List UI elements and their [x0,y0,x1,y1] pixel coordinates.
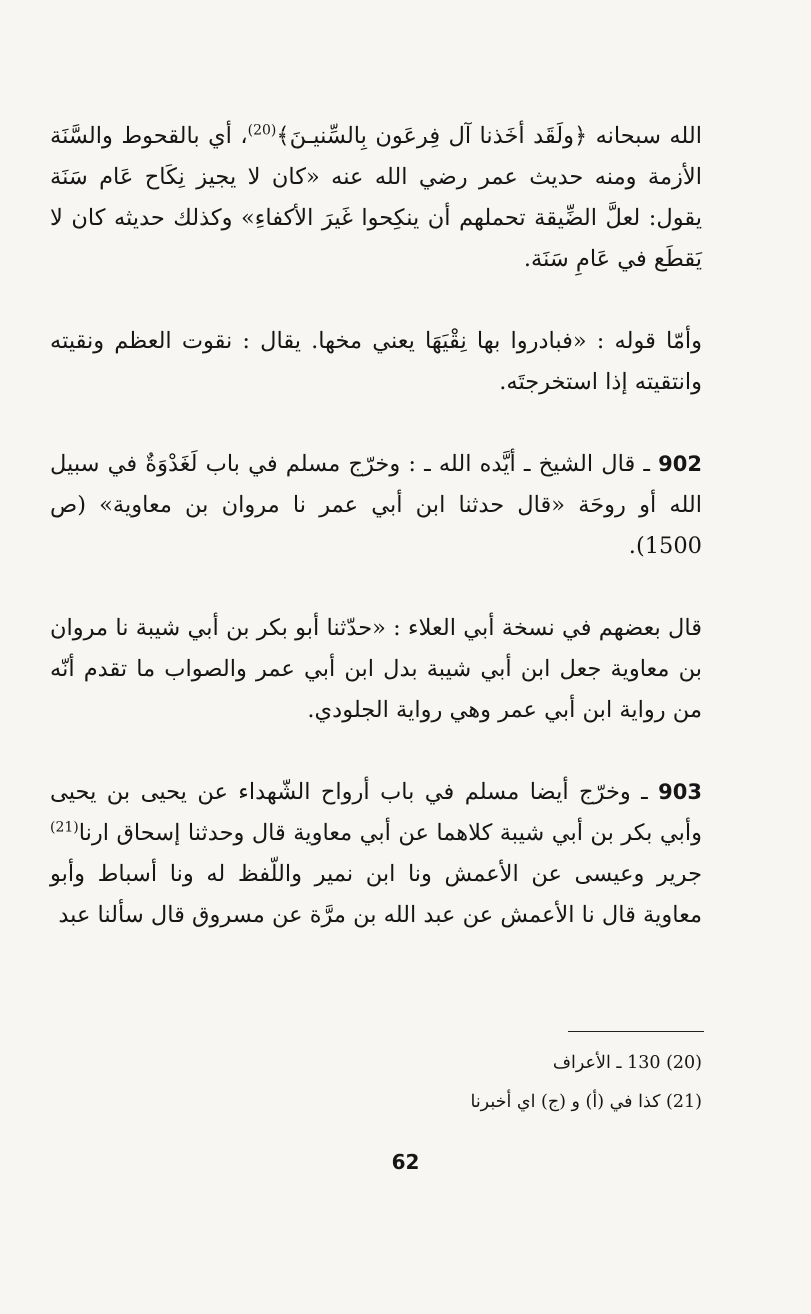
paragraph-text: ، أي بالقحوط والسَّنَة الأزمة ومنه حديث عمر رضي الله عنه «كان لا يجيز نِكَاح عَام سَنَة يقول: لعلَّ الضِّيقة تحملهم أن ينكِحوا غَيرَ الأكفاءِ» وكذلك حديثه كان لا يَقطَع في عَامِ سَنَة. [50,123,702,272]
paragraph-903 [50,772,702,936]
paragraph-gap [50,403,702,444]
entry-number: 903 [658,780,702,804]
paragraph-text: وأمّا قوله : «فبادروا بها نِقْيَهَا يعني مخها. يقال : نقوت العظم ونقيته وانتقيته إذا استخرجتَه. [50,328,702,395]
footnote-20: (20) 130 ـ الأعراف [552,1053,702,1073]
paragraph-gap [50,567,702,608]
paragraph-1 [50,116,702,280]
footnote-21: (21) كذا في (أ) و (ج) اي أخبرنا [470,1092,702,1112]
paragraph-gap [50,280,702,321]
paragraph-text: قال بعضهم في نسخة أبي العلاء : «حدّثنا أبو بكر بن أبي شيبة نا مروان بن معاوية جعل ابن أبي شيبة بدل ابن أبي عمر والصواب ما تقدم أنّه من رواية ابن أبي عمر وهي رواية الجلودي. [50,615,702,723]
paragraph-gap [50,731,702,772]
footnote-ref-20[interactable]: (20) [247,122,277,139]
paragraph-4 [50,608,702,731]
page-number: 62 [391,1150,420,1174]
paragraph-text: الله سبحانه ﴿ولَقَد أخَذنا آل فِرعَون بِالسِّنيـنَ﴾ [276,123,702,149]
paragraph-902 [50,444,702,567]
footnotes [300,1044,702,1122]
entry-number: 902 [658,452,702,476]
footnote-ref-21[interactable]: (21) [50,819,79,836]
paragraph-text: جرير وعيسى عن الأعمش ونا ابن نمير واللّفظ له ونا أسباط وأبو معاوية قال نا الأعمش عن عبد الله بن مرَّة عن مسروق قال سألنا عبد [50,861,702,928]
paragraph-text: ـ قال الشيخ ـ أيَّده الله ـ : وخرّج مسلم في باب لَغَدْوَةٌ في سبيل الله أو روحَة «قال حدثنا ابن أبي عمر نا مروان بن معاوية» (ص 1500). [50,451,702,559]
footnote-separator [568,1031,704,1032]
paragraph-text: ـ وخرّج أيضا مسلم في باب أرواح الشّهداء عن يحيى بن يحيى وأبي بكر بن أبي شيبة كلاهما عن أبي معاوية قال وحدثنا إسحاق ارنا [50,779,702,846]
paragraph-2 [50,321,702,403]
main-text [50,116,702,936]
